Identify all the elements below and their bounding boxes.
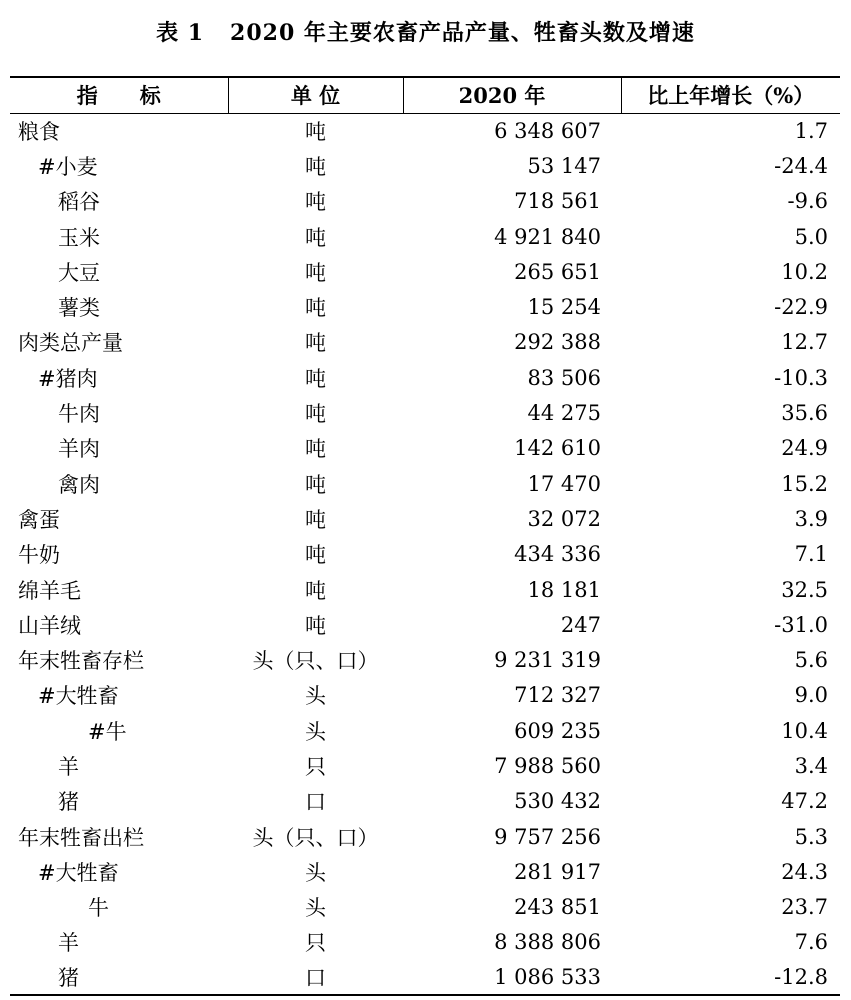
row-growth: 1.7 (794, 118, 828, 143)
row-unit: 头 (305, 896, 326, 921)
row-unit: 吨 (305, 190, 326, 215)
table-number: 表 1 (156, 20, 205, 46)
table-row (10, 113, 840, 148)
header-indicator: 指 标 (10, 77, 228, 113)
row-value-2020: 9 757 256 (494, 824, 601, 849)
row-indicator: 禽蛋 (18, 507, 60, 532)
header-row (10, 77, 840, 113)
table-title (0, 16, 851, 47)
row-unit: 吨 (305, 437, 326, 462)
row-unit: 吨 (305, 543, 326, 568)
row-unit: 吨 (305, 402, 326, 427)
row-growth: 24.9 (781, 436, 828, 461)
table-row (10, 184, 840, 219)
table-row (10, 925, 840, 960)
table-row (10, 678, 840, 713)
row-unit: 吨 (305, 366, 326, 391)
table-row (10, 254, 840, 289)
row-value-2020: 83 506 (527, 365, 601, 390)
row-indicator: 薯类 (58, 296, 100, 321)
row-indicator: #小麦 (38, 154, 98, 179)
table-header (10, 77, 840, 113)
table-row (10, 395, 840, 430)
row-value-2020: 44 275 (527, 401, 601, 426)
row-unit: 吨 (305, 507, 326, 532)
row-growth: 3.9 (794, 506, 828, 531)
row-indicator: 稻谷 (58, 190, 100, 215)
row-value-2020: 7 988 560 (494, 753, 601, 778)
header-unit: 单 位 (228, 77, 403, 113)
row-growth: -22.9 (774, 295, 828, 320)
table-row (10, 784, 840, 819)
row-growth: 35.6 (781, 401, 828, 426)
row-value-2020: 15 254 (527, 295, 601, 320)
header-growth: 比上年增长（%） (621, 77, 840, 113)
row-unit: 只 (305, 931, 326, 956)
row-growth: 3.4 (794, 753, 828, 778)
row-indicator: 羊肉 (58, 437, 100, 462)
data-table (10, 76, 840, 996)
row-indicator: 玉米 (58, 225, 100, 250)
table-row (10, 325, 840, 360)
row-value-2020: 265 651 (514, 259, 601, 284)
row-unit: 头 (305, 860, 326, 885)
row-value-2020: 1 086 533 (403, 960, 621, 995)
row-unit: 头 (305, 719, 326, 744)
table-row (10, 854, 840, 889)
row-indicator: #大牲畜 (38, 860, 119, 885)
header-year: 2020 年 (403, 77, 621, 113)
row-unit: 吨 (305, 119, 326, 144)
row-growth: -24.4 (774, 153, 828, 178)
row-indicator: 绵羊毛 (18, 578, 81, 603)
table-row (10, 572, 840, 607)
row-value-2020: 142 610 (514, 436, 601, 461)
row-value-2020: 9 231 319 (494, 648, 601, 673)
table-row (10, 431, 840, 466)
table-row (10, 501, 840, 536)
row-unit: 吨 (305, 472, 326, 497)
row-unit: 吨 (305, 296, 326, 321)
row-unit: 头（只、口） (252, 825, 379, 850)
row-value-2020: 17 470 (527, 471, 601, 496)
row-growth: 12.7 (781, 330, 828, 355)
row-growth: 5.0 (794, 224, 828, 249)
row-growth: -9.6 (787, 189, 828, 214)
table-row (10, 466, 840, 501)
row-value-2020: 32 072 (527, 506, 601, 531)
table-row (10, 819, 840, 854)
row-indicator: 年末牲畜存栏 (18, 649, 144, 674)
row-indicator: 肉类总产量 (18, 331, 123, 356)
row-indicator: 年末牲畜出栏 (18, 825, 144, 850)
row-unit: 吨 (305, 154, 326, 179)
row-indicator: 牛肉 (58, 402, 100, 427)
row-indicator: 羊 (58, 931, 79, 956)
row-unit: 口 (305, 790, 326, 815)
row-value-2020: 292 388 (514, 330, 601, 355)
table-row (10, 748, 840, 783)
table-row (10, 890, 840, 925)
row-value-2020: 4 921 840 (494, 224, 601, 249)
table-body (10, 113, 840, 995)
row-value-2020: 281 917 (514, 859, 601, 884)
table-row (10, 642, 840, 677)
row-growth: 32.5 (781, 577, 828, 602)
table-row (10, 537, 840, 572)
row-value-2020: 8 388 806 (494, 930, 601, 955)
row-value-2020: 247 (560, 612, 601, 637)
table-row (10, 289, 840, 324)
row-growth: -12.8 (621, 960, 840, 995)
row-indicator: 牛奶 (18, 543, 60, 568)
row-value-2020: 609 235 (514, 718, 601, 743)
row-indicator: 羊 (58, 754, 79, 779)
row-unit: 头 (305, 684, 326, 709)
row-growth: 24.3 (781, 859, 828, 884)
row-growth: 9.0 (794, 683, 828, 708)
row-growth: -31.0 (774, 612, 828, 637)
row-growth: -10.3 (774, 365, 828, 390)
row-value-2020: 6 348 607 (494, 118, 601, 143)
table-title-text: 2020 年主要农畜产品产量、牲畜头数及增速 (230, 20, 695, 46)
row-growth: 5.3 (794, 824, 828, 849)
row-value-2020: 18 181 (527, 577, 601, 602)
table-row (10, 607, 840, 642)
table-row (10, 713, 840, 748)
row-indicator: #大牲畜 (38, 684, 119, 709)
row-growth: 10.4 (781, 718, 828, 743)
row-value-2020: 718 561 (514, 189, 601, 214)
row-unit: 吨 (305, 578, 326, 603)
row-value-2020: 53 147 (527, 153, 601, 178)
table-row (10, 360, 840, 395)
row-indicator: 猪 (10, 960, 228, 995)
row-indicator: 猪 (58, 790, 79, 815)
row-unit: 吨 (305, 613, 326, 638)
row-growth: 15.2 (781, 471, 828, 496)
row-growth: 23.7 (781, 895, 828, 920)
row-unit: 吨 (305, 225, 326, 250)
row-indicator: #猪肉 (38, 366, 98, 391)
table-row (10, 960, 840, 995)
row-growth: 7.1 (794, 542, 828, 567)
table-row (10, 148, 840, 183)
row-growth: 47.2 (781, 789, 828, 814)
row-growth: 10.2 (781, 259, 828, 284)
row-indicator: 大豆 (58, 260, 100, 285)
row-unit: 头（只、口） (252, 649, 379, 674)
row-indicator: 禽肉 (58, 472, 100, 497)
row-indicator: #牛 (88, 719, 127, 744)
table-row (10, 219, 840, 254)
row-value-2020: 434 336 (514, 542, 601, 567)
row-value-2020: 712 327 (514, 683, 601, 708)
row-growth: 7.6 (794, 930, 828, 955)
row-unit: 吨 (305, 260, 326, 285)
row-indicator: 粮食 (18, 119, 60, 144)
row-growth: 5.6 (794, 648, 828, 673)
row-unit: 吨 (305, 331, 326, 356)
row-value-2020: 530 432 (514, 789, 601, 814)
row-unit: 只 (305, 754, 326, 779)
row-indicator: 山羊绒 (18, 613, 81, 638)
row-indicator: 牛 (88, 896, 109, 921)
row-value-2020: 243 851 (514, 895, 601, 920)
row-unit: 口 (228, 960, 403, 995)
